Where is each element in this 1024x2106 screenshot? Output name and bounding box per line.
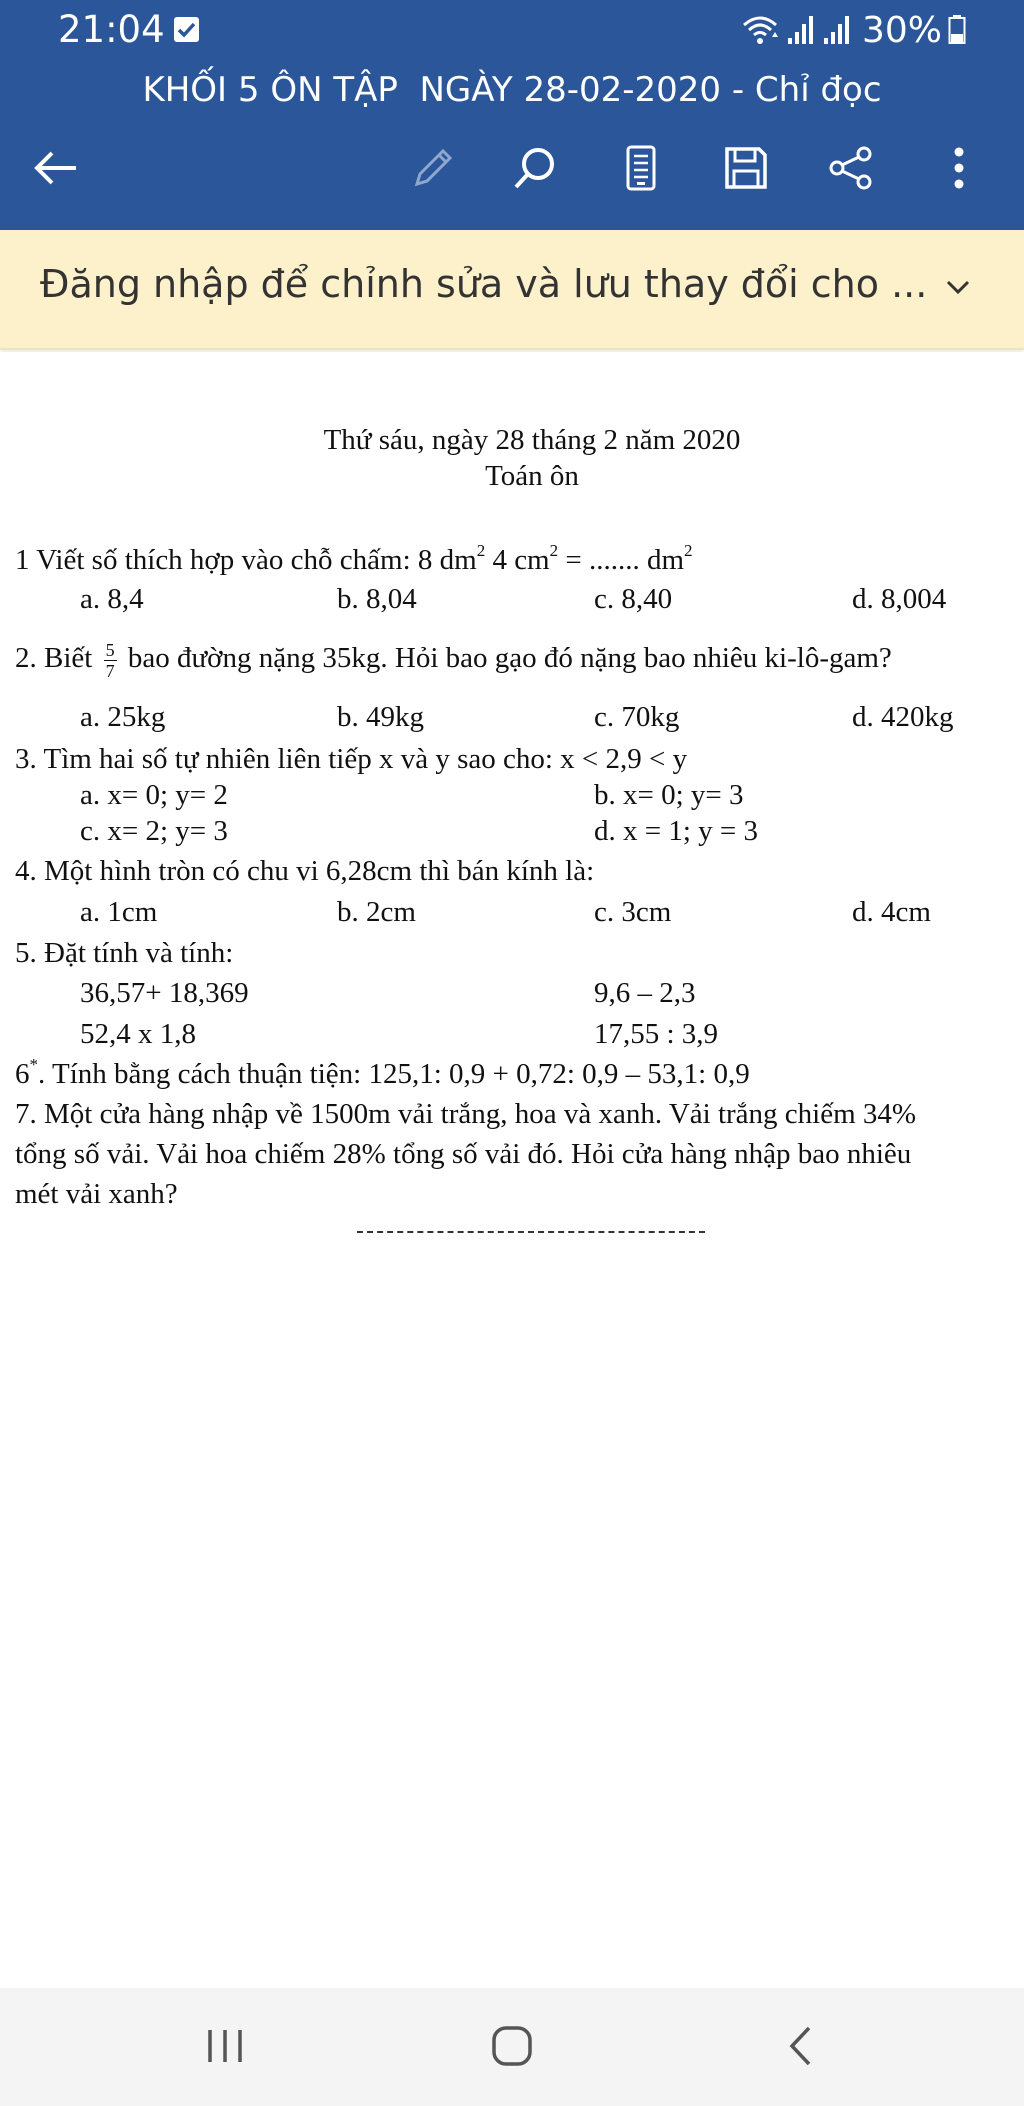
question-4: 4. Một hình tròn có chu vi 6,28cm thì bán kính là: — [15, 855, 595, 887]
q2-fraction — [104, 640, 117, 681]
banner-text: Đăng nhập để chỉnh sửa và lưu thay đổi cho ... — [40, 262, 928, 306]
signal-icon-2 — [822, 14, 852, 46]
recent-apps-icon — [203, 2026, 247, 2071]
q3-option-b: b. x= 0; y= 3 — [594, 779, 744, 811]
q4-option-a: a. 1cm — [80, 896, 158, 928]
back-button[interactable] — [20, 135, 92, 205]
q2-option-b: b. 49kg — [337, 701, 424, 733]
signal-icon-1 — [786, 14, 816, 46]
q6-text: . Tính bằng cách thuận tiện: 125,1: 0,9 + 0,72: 0,9 – 53,1: 0,9 — [38, 1058, 750, 1090]
recent-apps-button[interactable] — [175, 2008, 275, 2088]
back-icon — [785, 2024, 815, 2073]
q2-prefix: 2. Biết — [15, 642, 100, 675]
status-indicators — [740, 8, 966, 52]
question-7-line-3: mét vải xanh? — [15, 1178, 178, 1210]
status-time: 21:04 — [58, 8, 165, 51]
reading-mode-button[interactable] — [606, 135, 676, 205]
check-box-icon — [174, 17, 199, 42]
q3-option-a: a. x= 0; y= 2 — [80, 779, 228, 811]
date-line: Thứ sáu, ngày 28 tháng 2 năm 2020 — [323, 424, 741, 456]
q5-item-1: 36,57+ 18,369 — [80, 977, 249, 1009]
q2-frac-num: 5 — [105, 640, 115, 660]
question-3: 3. Tìm hai số tự nhiên liên tiếp x và y sao cho: x < 2,9 < y — [15, 743, 688, 775]
q1-option-b: b. 8,04 — [337, 583, 417, 615]
q2-frac-den: 7 — [105, 661, 115, 681]
q1-option-c: c. 8,40 — [594, 583, 673, 615]
q1-option-a: a. 8,4 — [80, 583, 144, 615]
home-button[interactable] — [462, 2008, 562, 2088]
q1-tail: = ....... dm — [558, 544, 685, 576]
q1-sup2: 2 — [549, 541, 559, 561]
reading-mode-icon — [623, 144, 659, 197]
q1-sup3: 2 — [684, 541, 693, 561]
chevron-down-icon[interactable] — [940, 270, 976, 306]
q3-option-d: d. x = 1; y = 3 — [594, 815, 759, 847]
q2-option-c: c. 70kg — [594, 701, 680, 733]
document-page[interactable] — [0, 352, 1024, 1988]
q4-option-c: c. 3cm — [594, 896, 672, 928]
system-back-button[interactable] — [750, 2008, 850, 2088]
system-nav-bar — [0, 1988, 1024, 2106]
battery-percent: 30% — [861, 9, 942, 51]
question-1 — [15, 542, 693, 578]
save-button[interactable] — [710, 135, 782, 205]
status-bar — [0, 0, 1024, 62]
subject-title: Toán ôn — [485, 460, 579, 492]
sign-in-banner[interactable] — [0, 230, 1024, 350]
q2-suffix: bao đường nặng 35kg. Hỏi bao gạo đó nặng bao nhiêu ki-lô-gam? — [120, 642, 892, 675]
q2-option-a: a. 25kg — [80, 701, 166, 733]
question-7-line-1: 7. Một cửa hàng nhập về 1500m vải trắng, hoa và xanh. Vải trắng chiếm 34% — [15, 1098, 917, 1130]
share-icon — [828, 145, 874, 196]
back-arrow-icon — [32, 148, 80, 193]
more-options-button[interactable] — [934, 135, 984, 205]
search-button[interactable] — [500, 135, 570, 205]
q1-text: 1 Viết số thích hợp vào chỗ chấm: 8 dm — [15, 544, 477, 576]
q3-option-c: c. x= 2; y= 3 — [80, 815, 228, 847]
app-toolbar — [0, 135, 1024, 205]
q6-prefix: 6 — [15, 1058, 30, 1090]
wifi-icon — [740, 13, 780, 47]
question-2 — [15, 640, 892, 681]
search-icon — [511, 144, 559, 197]
q1-mid: 4 cm — [485, 544, 550, 576]
q4-option-d: d. 4cm — [852, 896, 931, 928]
dashed-separator — [357, 1231, 705, 1233]
edit-button[interactable] — [398, 135, 468, 205]
q2-option-d: d. 420kg — [852, 701, 954, 733]
question-5: 5. Đặt tính và tính: — [15, 937, 234, 969]
q6-sup: * — [29, 1055, 38, 1075]
q5-item-2: 9,6 – 2,3 — [594, 977, 696, 1009]
home-icon — [490, 2024, 534, 2073]
share-button[interactable] — [815, 135, 887, 205]
battery-icon — [948, 15, 966, 45]
q4-option-b: b. 2cm — [337, 896, 416, 928]
question-7-line-2: tổng số vải. Vải hoa chiếm 28% tổng số vải đó. Hỏi cửa hàng nhập bao nhiêu — [15, 1138, 912, 1170]
q1-sup1: 2 — [476, 541, 486, 561]
more-vert-icon — [952, 145, 966, 196]
save-icon — [723, 145, 769, 196]
q5-item-4: 17,55 : 3,9 — [594, 1018, 719, 1050]
app-header — [0, 0, 1024, 230]
document-title: KHỐI 5 ÔN TẬP NGÀY 28-02-2020 - Chỉ đọc — [142, 70, 882, 110]
q1-option-d: d. 8,004 — [852, 583, 947, 615]
question-6 — [15, 1056, 750, 1092]
q5-item-3: 52,4 x 1,8 — [80, 1018, 196, 1050]
pencil-icon — [409, 144, 457, 197]
